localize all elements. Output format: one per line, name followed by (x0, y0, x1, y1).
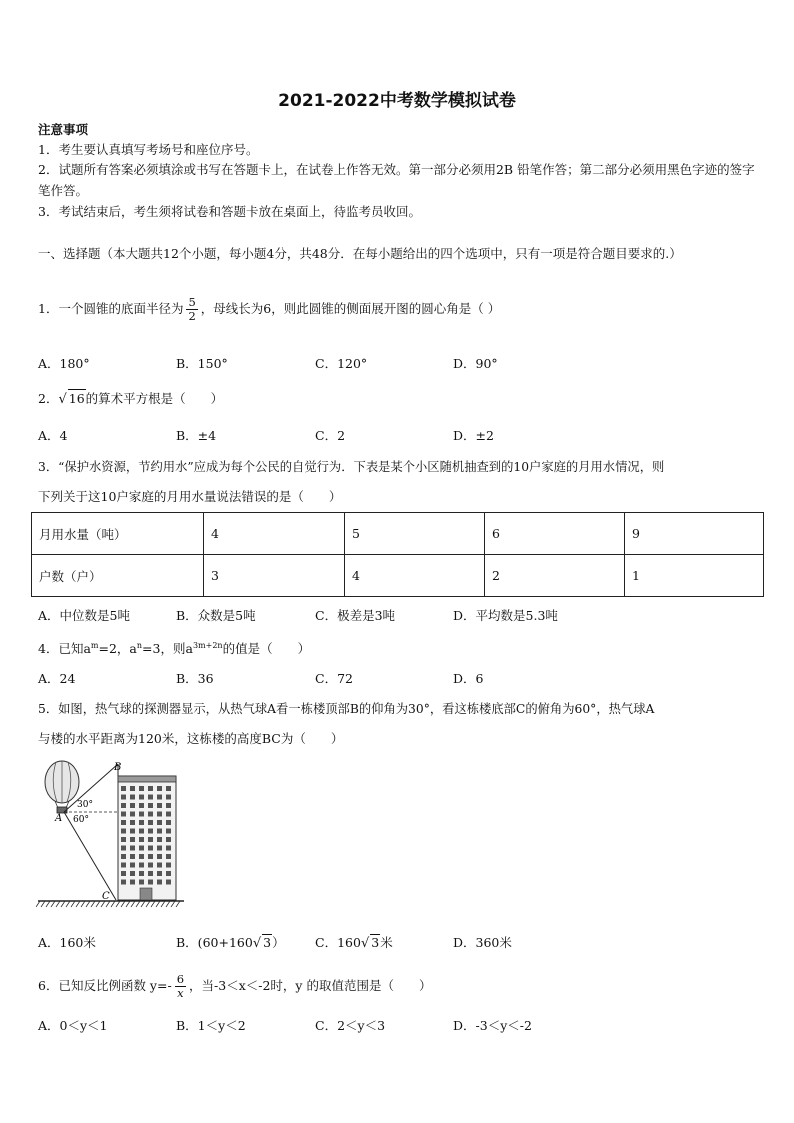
q4-option-a[interactable]: A．24 (38, 671, 76, 686)
building-window (130, 863, 135, 868)
q5-option-b[interactable] (176, 933, 285, 951)
building-window (139, 854, 144, 859)
q5-option-b-radicand: 3 (263, 935, 272, 950)
building-window (130, 820, 135, 825)
q5-option-c[interactable] (315, 933, 393, 951)
building-window (166, 854, 171, 859)
building-window (130, 871, 135, 876)
q3-option-a[interactable]: A．中位数是5吨 (38, 608, 130, 623)
building-window (130, 880, 135, 885)
building-window (166, 871, 171, 876)
building-window (166, 863, 171, 868)
ground-hatch (51, 901, 55, 907)
q5-option-c-radicand: 3 (371, 935, 380, 950)
q4-text: 4．已知a (38, 641, 91, 657)
q2-option-d[interactable]: D．±2 (453, 428, 494, 443)
building-window (139, 880, 144, 885)
balloon-building-figure (36, 756, 186, 914)
angle-60-label: 60° (73, 815, 89, 825)
building-window (166, 880, 171, 885)
q6-option-b[interactable]: B．1＜y＜2 (176, 1018, 246, 1033)
ground-icon (36, 901, 184, 907)
building-window (157, 854, 162, 859)
sight-line-ac (64, 812, 116, 900)
ground-hatch (146, 901, 150, 907)
table-cell: 4 (204, 513, 345, 555)
building-window (148, 863, 153, 868)
q2-option-b[interactable]: B．±4 (176, 428, 217, 443)
q3-option-d[interactable]: D．平均数是5.3吨 (453, 608, 558, 623)
q3-option-b[interactable]: B．众数是5吨 (176, 608, 256, 623)
q6-fraction (175, 973, 186, 1000)
question-4 (38, 637, 310, 658)
point-c-label: C (102, 891, 110, 902)
q2-option-a[interactable]: A．4 (38, 428, 68, 443)
table-row (32, 555, 764, 597)
ground-hatch (71, 901, 75, 907)
ground-hatch (81, 901, 85, 907)
building-window (130, 786, 135, 791)
building-window (148, 880, 153, 885)
ground-hatch (41, 901, 45, 907)
ground-hatch (131, 901, 135, 907)
table-cell: 9 (625, 513, 764, 555)
building-window (139, 837, 144, 842)
q6-suffix: ，当-3＜x＜-2时，y 的取值范围是（ ） (189, 978, 432, 993)
building-window (157, 786, 162, 791)
notice-item: 3．考试结束后，考生须将试卷和答题卡放在桌面上，待监考员收回。 (38, 204, 421, 219)
radical-sign: √ (252, 936, 262, 951)
q4-text: 的值是（ ） (222, 641, 311, 657)
table-cell: 6 (485, 513, 625, 555)
q6-option-c[interactable]: C．2＜y＜3 (315, 1018, 386, 1033)
building-window (130, 846, 135, 851)
building-window (157, 812, 162, 817)
ground-hatch (121, 901, 125, 907)
q2-suffix: 的算术平方根是（ ） (85, 391, 224, 406)
building-window (121, 846, 126, 851)
q1-option-a[interactable]: A．180° (38, 356, 90, 371)
building-window (139, 829, 144, 834)
building-window (157, 820, 162, 825)
notice-item: 1．考生要认真填写考场号和座位序号。 (38, 142, 259, 157)
q4-option-d[interactable]: D．6 (453, 671, 484, 686)
building-window (121, 871, 126, 876)
point-b-label: B (114, 762, 122, 773)
building-window (130, 812, 135, 817)
ground-hatch (126, 901, 130, 907)
ground-hatch (116, 901, 120, 907)
building-window (121, 854, 126, 859)
q5-option-a[interactable]: A．160米 (38, 935, 96, 950)
table-cell: 户数（户） (32, 555, 204, 597)
q1-prefix: 1．一个圆锥的底面半径为 (38, 301, 184, 316)
building-window (166, 795, 171, 800)
ground-hatch (96, 901, 100, 907)
building-window (148, 795, 153, 800)
ground-hatch (166, 901, 170, 907)
table-cell: 1 (625, 555, 764, 597)
q1-suffix: ，母线长为6，则此圆锥的侧面展开图的圆心角是（ ） (200, 301, 501, 316)
q6-option-d[interactable]: D．-3＜y＜-2 (453, 1018, 532, 1033)
table-cell: 2 (485, 555, 625, 597)
building-window (121, 803, 126, 808)
question-1 (38, 296, 500, 323)
q6-frac-num: 6 (176, 972, 185, 986)
angle-30-label: 30° (77, 800, 93, 810)
q5-option-c-text: 米 (380, 935, 393, 950)
q5-option-b-text: ） (272, 935, 285, 950)
q5-text-line2: 与楼的水平距离为120米，这栋楼的高度BC为（ ） (38, 731, 344, 746)
building-window (166, 803, 171, 808)
ground-hatch (46, 901, 50, 907)
building-window (130, 829, 135, 834)
q4-option-c[interactable]: C．72 (315, 671, 353, 686)
page-title: 2021-2022中考数学模拟试卷 (278, 91, 516, 111)
building-window (157, 871, 162, 876)
building-window (166, 829, 171, 834)
water-usage-table (31, 512, 764, 597)
ground-hatch (36, 901, 40, 907)
q4-exponent: n (136, 641, 143, 650)
ground-hatch (56, 901, 60, 907)
q1-option-b[interactable]: B．150° (176, 356, 228, 371)
building-window (130, 803, 135, 808)
building-window (157, 880, 162, 885)
q1-frac-den: 2 (188, 309, 196, 323)
point-a-label: A (55, 813, 63, 824)
building-window (139, 820, 144, 825)
building-window (166, 786, 171, 791)
q5-text-line1: 5．如图，热气球的探测器显示，从热气球A看一栋楼顶部B的仰角为30°，看这栋楼底部C的俯角为60°，热气球A (38, 702, 655, 716)
building-window (121, 863, 126, 868)
ground-hatch (76, 901, 80, 907)
q3-text-line1: 3．“保护水资源，节约用水”应成为每个公民的自觉行为．下表是某个小区随机抽查到的10户家庭的月用水情况，则 (38, 460, 665, 474)
building-window (130, 854, 135, 859)
ground-hatch (136, 901, 140, 907)
question-2 (38, 389, 223, 409)
building-window (148, 820, 153, 825)
q2-option-c[interactable]: C．2 (315, 428, 346, 443)
building-window (148, 871, 153, 876)
building-window (139, 812, 144, 817)
building-window (139, 863, 144, 868)
ground-hatch (161, 901, 165, 907)
building-window (157, 846, 162, 851)
building-window (139, 795, 144, 800)
ground-hatch (91, 901, 95, 907)
table-cell: 月用水量（吨） (32, 513, 204, 555)
building-window (139, 846, 144, 851)
building-window (166, 820, 171, 825)
table-cell: 3 (204, 555, 345, 597)
building-window (121, 820, 126, 825)
building-window (121, 812, 126, 817)
ground-hatch (141, 901, 145, 907)
q4-exponent: m (90, 641, 99, 650)
ground-hatch (111, 901, 115, 907)
building-window (148, 829, 153, 834)
building-window (166, 812, 171, 817)
ground-hatch (151, 901, 155, 907)
q3-option-c[interactable]: C．极差是3吨 (315, 608, 396, 623)
q1-frac-num: 5 (188, 295, 196, 309)
q4-option-b[interactable]: B．36 (176, 671, 214, 686)
ground-hatch (61, 901, 65, 907)
building-window (139, 803, 144, 808)
q4-text: =2，a (98, 641, 137, 657)
hot-air-balloon-icon (45, 761, 79, 813)
q2-radicand: 16 (68, 391, 85, 406)
q6-option-a[interactable]: A．0＜y＜1 (38, 1018, 108, 1033)
building-window (157, 837, 162, 842)
building-window (121, 880, 126, 885)
section-heading: 一、选择题（本大题共12个小题，每小题4分，共48分．在每小题给出的四个选项中，只有一项是符合题目要求的.） (38, 246, 682, 261)
building-window (121, 786, 126, 791)
q1-fraction (186, 296, 197, 323)
building-window (121, 829, 126, 834)
building-window (139, 871, 144, 876)
ground-hatch (171, 901, 175, 907)
building-window (148, 812, 153, 817)
building-window (148, 846, 153, 851)
building-window (166, 837, 171, 842)
q2-prefix: 2． (38, 391, 59, 406)
ground-hatch (156, 901, 160, 907)
question-6 (38, 973, 431, 1000)
building-window (148, 803, 153, 808)
building-window (148, 837, 153, 842)
ground-hatch (66, 901, 70, 907)
building-window (157, 829, 162, 834)
q6-prefix: 6．已知反比例函数 y=- (38, 978, 172, 993)
q1-option-c[interactable]: C．120° (315, 356, 368, 371)
ground-hatch (176, 901, 180, 907)
q6-frac-den: x (177, 986, 184, 1000)
notice-item: 2．试题所有答案必须填涂或书写在答题卡上，在试卷上作答无效。第一部分必须用2B 铅笔作答；第二部分必须用黑色字迹的签字笔作答。 (38, 162, 755, 198)
q2-radical-sign: √ (58, 392, 67, 407)
q1-option-d[interactable]: D．90° (453, 356, 498, 371)
q5-option-d[interactable]: D．360米 (453, 935, 512, 950)
building-window (157, 803, 162, 808)
q4-exponent: 3m+2n (192, 641, 223, 650)
building-window (148, 786, 153, 791)
table-row (32, 513, 764, 555)
building-window (130, 795, 135, 800)
q5-option-c-text: C．160 (315, 935, 361, 950)
radical-sign: √ (360, 936, 370, 951)
building-window (148, 854, 153, 859)
notice-heading: 注意事项 (38, 122, 89, 137)
q4-text: =3，则a (142, 641, 193, 657)
table-cell: 4 (345, 555, 485, 597)
building-icon (118, 776, 176, 900)
building-window (130, 837, 135, 842)
building-window (121, 795, 126, 800)
building-window (157, 795, 162, 800)
building-window (121, 837, 126, 842)
building-window (166, 846, 171, 851)
q5-option-b-text: B．(60+160 (176, 935, 253, 950)
table-cell: 5 (345, 513, 485, 555)
q3-text-line2: 下列关于这10户家庭的月用水量说法错误的是（ ） (38, 489, 342, 504)
ground-hatch (86, 901, 90, 907)
building-window (157, 863, 162, 868)
building-window (139, 786, 144, 791)
